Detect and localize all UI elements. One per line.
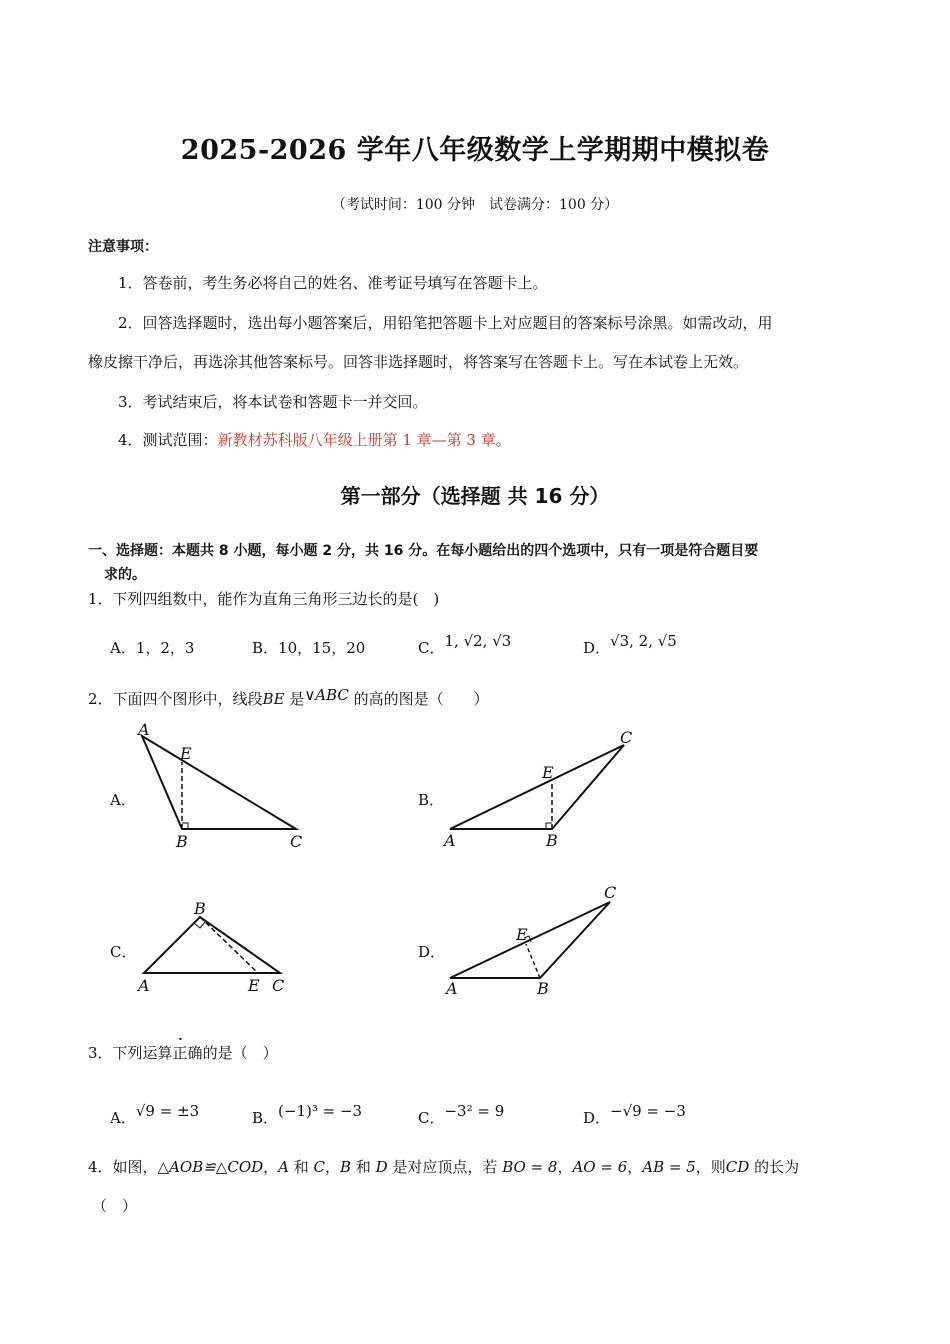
point-e-label: E [248, 976, 260, 995]
figure-a-label: A． [110, 791, 136, 809]
triangle-outline [142, 736, 296, 829]
stem-text: 和 [289, 1158, 314, 1176]
right-angle-mark [194, 922, 205, 928]
notice-text: 考试结束后，将本试卷和答题卡一并交回。 [142, 393, 428, 411]
stem-text: 的是（ ） [202, 1044, 278, 1062]
point-c-label: C [272, 976, 285, 995]
stem-text: 3．下列运算 [88, 1044, 173, 1062]
point-a-label: A [446, 979, 458, 998]
stem-text: 是对应顶点，若 [387, 1158, 503, 1176]
notice-num: 3． [118, 393, 143, 411]
question-3-stem [88, 1043, 278, 1063]
q1-option-c [418, 630, 512, 657]
option-label: A． [110, 1109, 136, 1127]
notice-text: 测试范围： [142, 431, 218, 449]
point-d: D [375, 1158, 388, 1176]
figure-d-diagram [440, 880, 630, 1000]
notice-item-2-cont: 橡皮擦干净后，再选涂其他答案标号。回答非选择题时，将答案写在答题卡上。写在本试卷上无效。 [88, 353, 749, 371]
notice-heading: 注意事项： [88, 239, 158, 255]
notice-num: 2． [118, 314, 143, 332]
point-a-label: A [444, 831, 456, 850]
stem-text: 和 [351, 1158, 376, 1176]
option-label: C． [418, 639, 445, 657]
point-c: C [313, 1158, 326, 1176]
option-text: (−1)³ = −3 [278, 1102, 363, 1120]
q3-option-b [252, 1100, 363, 1127]
notice-item-2 [118, 313, 773, 333]
height-line [200, 917, 258, 973]
part-intro-line2: 求的。 [104, 567, 146, 583]
question-1-stem: 1．下列四组数中，能作为直角三角形三边长的是( ) [88, 590, 440, 608]
triangle-outline [450, 745, 624, 829]
option-label: C． [418, 1109, 445, 1127]
point-e-label: E [516, 925, 528, 944]
q3-option-d [583, 1100, 686, 1127]
q3-option-c [418, 1100, 505, 1127]
point-b: B [340, 1158, 352, 1176]
option-label: D． [583, 639, 611, 657]
stem-text: 的长为 [749, 1158, 800, 1176]
option-text: 10，15，20 [278, 639, 366, 657]
section-title: 第一部分（选择题 共 16 分） [340, 484, 610, 508]
figure-b-diagram [440, 725, 640, 855]
q1-option-d [583, 630, 677, 657]
triangle-outline [144, 917, 280, 973]
answer-paren: （ ） [92, 1197, 138, 1215]
option-text: √3, 2, √5 [610, 632, 677, 650]
notice-item-3 [118, 392, 428, 412]
stem-text: ， [325, 1158, 341, 1176]
question-2-stem [88, 686, 489, 709]
point-c-label: C [604, 883, 617, 902]
figure-c-label: C． [110, 943, 137, 961]
notice-num: 4． [118, 431, 143, 449]
notice-num: 1． [118, 274, 143, 292]
q1-option-a [110, 637, 194, 658]
congruence-statement: △AOB≌△COD [157, 1158, 264, 1176]
option-text: 1，2，3 [135, 639, 195, 657]
option-label: A． [110, 639, 136, 657]
height-line [526, 944, 540, 978]
stem-text: 4．如图， [88, 1158, 158, 1176]
part-intro-line1: 一、选择题：本题共 8 小题，每小题 2 分，共 16 分。在每小题给出的四个选项中，只有一项是符合题目要 [88, 543, 759, 559]
option-label: D． [583, 1109, 611, 1127]
option-text: −√9 = −3 [610, 1102, 686, 1120]
q1-option-b [252, 637, 365, 658]
notice-end: 。 [495, 431, 511, 449]
figure-d-label: D． [418, 943, 446, 961]
stem-text: ，则 [695, 1158, 726, 1176]
notice-text: 答卷前，考生务必将自己的姓名、准考证号填写在答题卡上。 [142, 274, 548, 292]
given-bo: BO = 8 [502, 1158, 558, 1176]
figure-a-diagram [130, 720, 320, 855]
stem-text: 的高的图是（ ） [348, 690, 489, 708]
given-ao: AO = 6 [572, 1158, 628, 1176]
stem-text: ， [263, 1158, 279, 1176]
question-4-stem: 4．如图，△AOB≌△COD，A 和 C，B 和 D 是对应顶点，若 BO = 8，AO = 6，AB = 5，则CD 的长为 [88, 1158, 800, 1176]
q3-option-a [110, 1100, 200, 1127]
stem-text: 2．下面四个图形中，线段 [88, 690, 263, 708]
option-text: √9 = ±3 [135, 1102, 200, 1120]
segment-be: BE [262, 690, 285, 708]
stem-text: 是 [284, 690, 305, 708]
option-label: B． [252, 639, 279, 657]
emphasis-text: 正确 [172, 1044, 203, 1062]
figure-c-diagram [130, 895, 300, 1000]
point-b-label: B [546, 831, 558, 850]
notice-text: 回答选择题时，选出每小题答案后，用铅笔把答题卡上对应题目的答案标号涂黑。如需改动，用 [142, 314, 773, 332]
given-ab: AB = 5 [642, 1158, 696, 1176]
point-c-label: C [620, 728, 633, 747]
test-scope: 新教材苏科版八年级上册第 1 章—第 3 章 [217, 431, 496, 449]
option-text: 1, √2, √3 [444, 632, 512, 650]
point-e-label: E [180, 744, 192, 763]
figure-b-label: B． [418, 791, 445, 809]
notice-item-4 [118, 430, 511, 450]
point-a-label: A [138, 720, 150, 739]
point-a-label: A [138, 976, 150, 995]
point-b-label: B [194, 899, 206, 918]
option-text: −3² = 9 [444, 1102, 505, 1120]
point-c-label: C [290, 832, 303, 851]
point-b-label: B [537, 979, 549, 998]
segment-cd: CD [725, 1158, 750, 1176]
page-title: 2025-2026 学年八年级数学上学期期中模拟卷 [180, 135, 770, 166]
point-a: A [278, 1158, 289, 1176]
point-b-label: B [176, 832, 188, 851]
option-label: B． [252, 1109, 279, 1127]
point-e-label: E [542, 763, 554, 782]
exam-info: （考试时间：100 分钟 试卷满分：100 分） [331, 197, 619, 213]
notice-item-1 [118, 273, 548, 293]
triangle-abc: ∨ABC [304, 686, 349, 704]
